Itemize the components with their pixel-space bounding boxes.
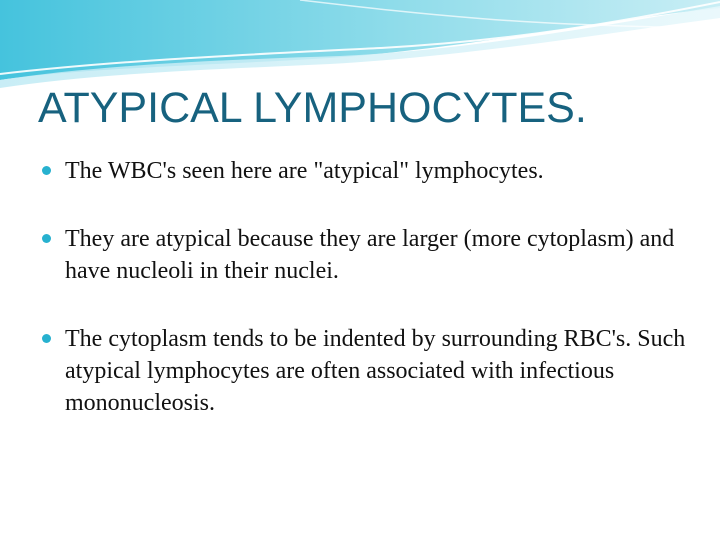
- header-wave-decoration: [0, 0, 720, 90]
- bullet-text: The WBC's seen here are "atypical" lymphocytes.: [65, 158, 544, 184]
- bullet-list: [40, 155, 690, 419]
- bullet-item: [40, 223, 690, 287]
- slide-title: ATYPICAL LYMPHOCYTES.: [38, 84, 587, 132]
- bullet-item: [40, 323, 690, 419]
- bullet-dot-icon: [42, 234, 51, 243]
- bullet-text: The cytoplasm tends to be indented by surrounding RBC's. Such atypical lymphocytes are often associated with infectious mononucleosis.: [65, 326, 686, 416]
- bullet-item: [40, 155, 690, 187]
- bullet-dot-icon: [42, 334, 51, 343]
- bullet-dot-icon: [42, 166, 51, 175]
- bullet-text: They are atypical because they are larger (more cytoplasm) and have nucleoli in their nuclei.: [65, 226, 675, 284]
